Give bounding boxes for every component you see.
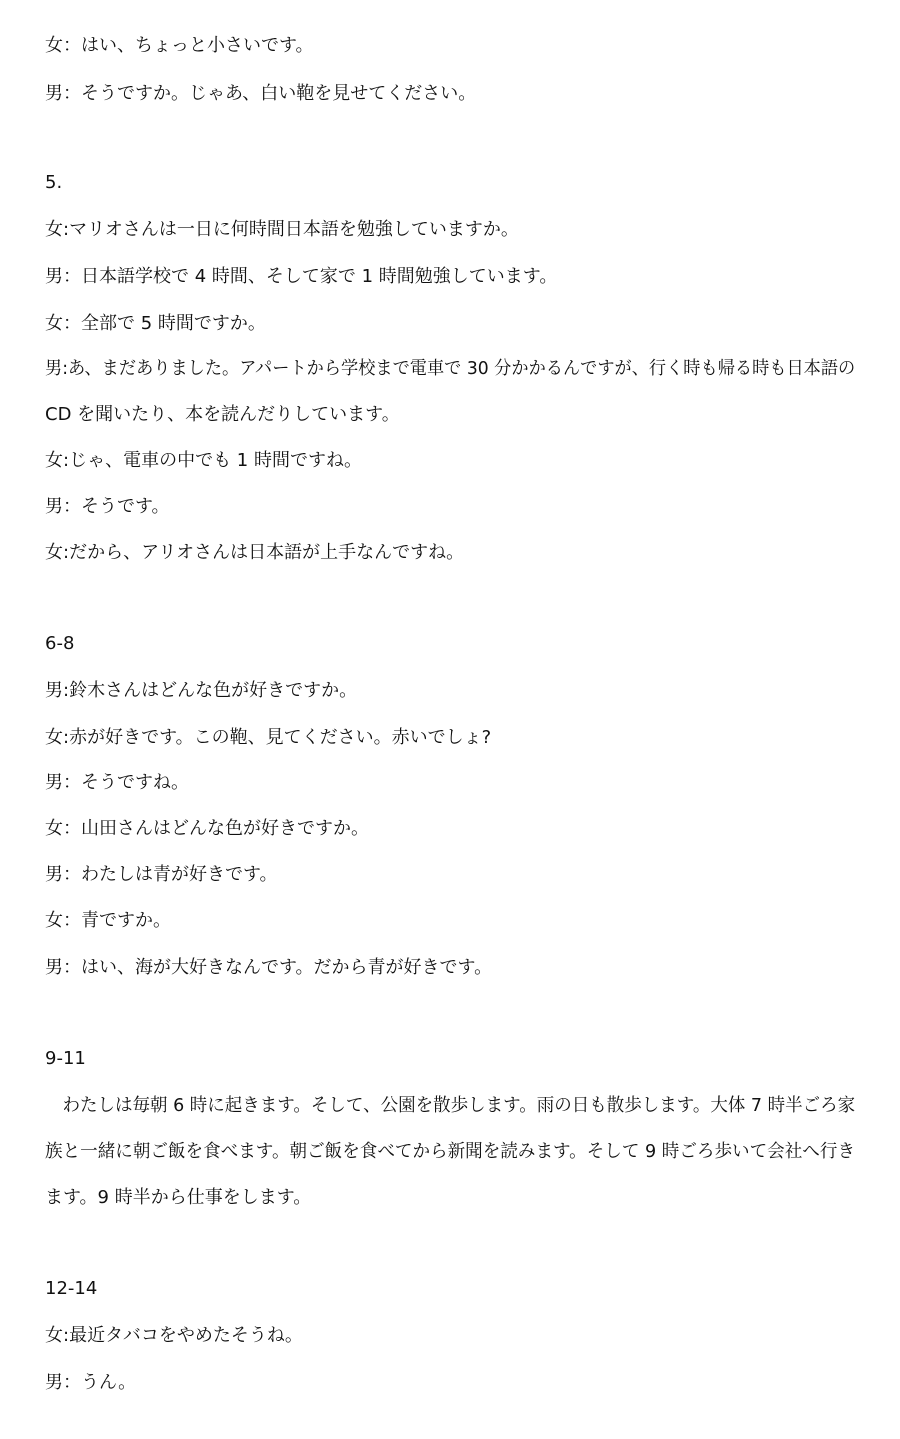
dialogue-line: 男：はい、海が大好きなんです。だから青が好きです。: [45, 957, 493, 978]
section-number: 9-11: [45, 1048, 86, 1069]
section-number: 6-8: [45, 633, 75, 654]
dialogue-line: 男：そうですね。: [45, 772, 189, 793]
dialogue-line: 男:鈴木さんはどんな色が好きですか。: [45, 680, 358, 701]
dialogue-line: 女：青ですか。: [45, 910, 171, 931]
narrative-line: 族と一緒に朝ご飯を食べます。朝ご飯を食べてから新聞を読みます。そして 9 時ごろ歩いて会社へ行き: [45, 1141, 856, 1162]
dialogue-line: CD を聞いたり、本を読んだりしています。: [45, 404, 400, 425]
narrative-line: ます。9 時半から仕事をします。: [45, 1187, 312, 1208]
section-number: 12-14: [45, 1278, 98, 1299]
dialogue-line: 女:マリオさんは一日に何時間日本語を勉強していますか。: [45, 219, 519, 240]
dialogue-line: 女:赤が好きです。この鞄、見てください。赤いでしょ?: [45, 727, 492, 748]
narrative-line: わたしは毎朝 6 時に起きます。そして、公園を散歩します。雨の日も散歩します。大体 7 時半ごろ家: [45, 1095, 856, 1116]
dialogue-line: 男：そうですか。じゃあ、白い鞄を見せてください。: [45, 83, 477, 104]
dialogue-line: 男：日本語学校で 4 時間、そして家で 1 時間勉強しています。: [45, 266, 558, 287]
dialogue-line: 男:あ、まだありました。アパートから学校まで電車で 30 分かかるんですが、行く時も帰る時も日本語の: [45, 358, 856, 379]
dialogue-line: 男：うん。: [45, 1372, 137, 1393]
dialogue-line: 女：山田さんはどんな色が好きですか。: [45, 818, 369, 839]
dialogue-line: 女:最近タバコをやめたそうね。: [45, 1325, 303, 1346]
section-number: 5.: [45, 172, 63, 193]
dialogue-line: 女：はい、ちょっと小さいです。: [45, 35, 314, 56]
dialogue-line: 女:だから、アリオさんは日本語が上手なんですね。: [45, 542, 465, 563]
dialogue-line: 男：わたしは青が好きです。: [45, 864, 278, 885]
dialogue-line: 男：そうです。: [45, 496, 170, 517]
dialogue-line: 女:じゃ、電車の中でも 1 時間ですね。: [45, 450, 362, 471]
dialogue-line: 女：全部で 5 時間ですか。: [45, 313, 266, 334]
